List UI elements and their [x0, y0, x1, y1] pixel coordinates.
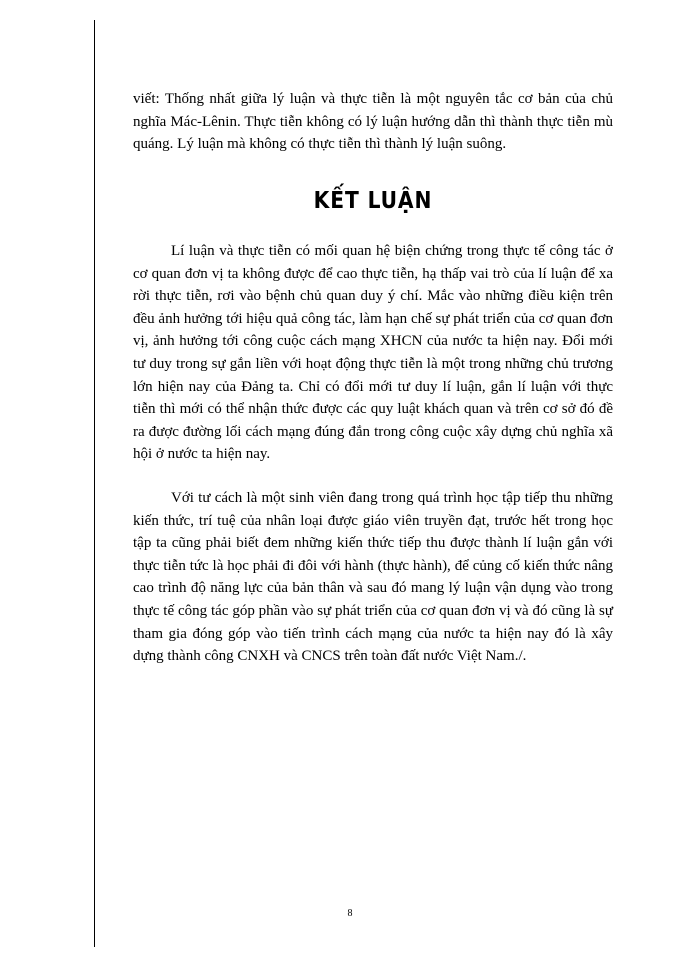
conclusion-paragraph-1: Lí luận và thực tiễn có mối quan hệ biện chứng trong thực tế công tác ở cơ quan đơn vị ta không được để cao thực tiễn, hạ thấp vai trò của lí luận để xa rời thực tiễn, rơi vào bệnh chủ quan duy ý chí. Mắc vào những điều kiện trên đều ảnh hưởng tới hiệu quả công tác, làm hạn chế sự phát triển của cơ quan đơn vị, ảnh hưởng tới công cuộc cách mạng XHCN của nước ta hiện nay. Đổi mới tư duy trong sự gắn liền với hoạt động thực tiễn là một trong những chủ trương lớn hiện nay của Đảng ta. Chỉ có đổi mới tư duy lí luận, gắn lí luận với thực tiễn thì mới có thể nhận thức được các quy luật khách quan và trên cơ sở đó đề ra được đường lối cách mạng đúng đắn trong công cuộc xây dựng chủ nghĩa xã hội ở nước ta hiện nay.: [133, 243, 613, 463]
intro-paragraph: viết: Thống nhất giữa lý luận và thực tiễn là một nguyên tắc cơ bản của chủ nghĩa Mác-Lênin. Thực tiễn không có lý luận hướng dẫn thì thành thực tiễn mù quáng. Lý luận mà không có thực tiễn thì thành lý luận suông.: [133, 91, 613, 153]
page-number: 8: [347, 908, 353, 919]
page-border-line: [94, 20, 680, 947]
conclusion-section: [133, 240, 613, 466]
section-heading: KẾT LUẬN: [313, 188, 433, 214]
conclusion-paragraph-2: Với tư cách là một sinh viên đang trong quá trình học tập tiếp thu những kiến thức, trí tuệ của nhân loại được giáo viên truyền đạt, trước hết trong học tập ta cũng phải biết đem những kiến thức tiếp thu được thành lí luận gắn với thực tiễn tức là học phải đi đôi với hành (thực hành), để củng cố kiến thức nâng cao trình độ năng lực của bản thân và sau đó mang lý luận vận dụng vào trong thực tế công tác góp phần vào sự phát triển của cơ quan đơn vị và đó cũng là sự tham gia đóng góp vào tiến trình cách mạng của nước ta hiện nay đó là xây dựng thành công CNXH và CNCS trên toàn đất nước Việt Nam./.: [133, 490, 613, 665]
conclusion-section-2: [133, 487, 613, 668]
